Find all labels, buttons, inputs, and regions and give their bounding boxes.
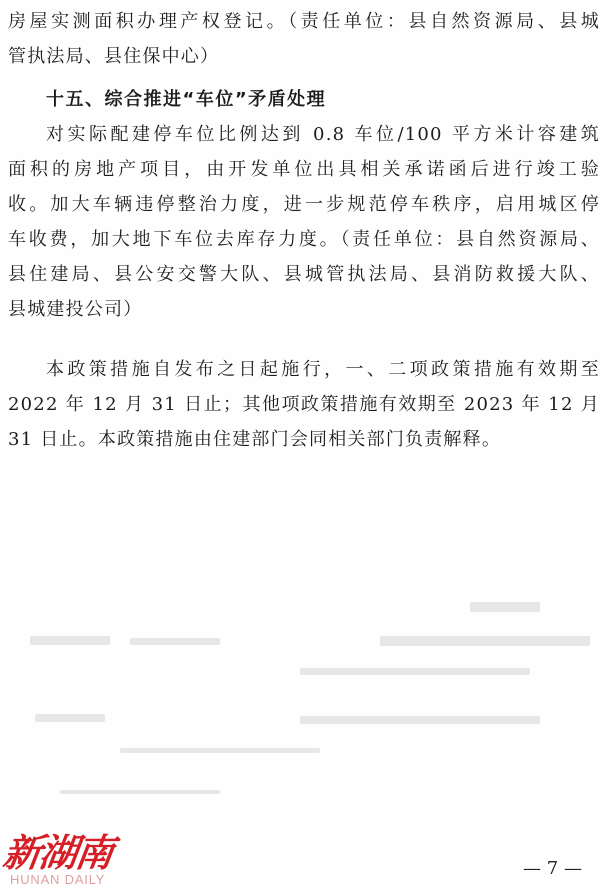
paragraph-line: 县住建局、县公安交警大队、县城管执法局、县消防救援大队、	[8, 264, 600, 285]
logo-english-text: HUNAN DAILY	[10, 872, 106, 887]
hunan-daily-logo	[0, 822, 144, 892]
section-14-continuation	[8, 4, 600, 74]
paragraph-line: 车收费，加大地下车位去库存力度。（责任单位：县自然资源局、	[8, 229, 600, 250]
paragraph-line: 31 日止。本政策措施由住建部门会同相关部门负责解释。	[8, 429, 502, 450]
paragraph-line: 本政策措施自发布之日起施行，一、二项政策措施有效期至	[46, 359, 600, 380]
paragraph-line: 县城建投公司）	[8, 299, 143, 320]
paragraph-line: 对实际配建停车位比例达到 0.8 车位/100 平方米计容建筑	[46, 124, 600, 145]
paragraph-line: 管执法局、县住保中心）	[8, 46, 220, 67]
logo-chinese-text: 新湖南	[0, 830, 115, 875]
closing-paragraph	[8, 352, 600, 457]
page-number: — 7 —	[523, 858, 582, 879]
section-heading: 十五、综合推进“车位”矛盾处理	[46, 89, 327, 110]
paragraph-line: 2022 年 12 月 31 日止；其他项政策措施有效期至 2023 年 12 月	[8, 394, 600, 415]
section-15	[8, 82, 600, 327]
paragraph-line: 房屋实测面积办理产权登记。（责任单位：县自然资源局、县城	[8, 11, 600, 32]
paragraph-line: 面积的房地产项目，由开发单位出具相关承诺函后进行竣工验	[8, 159, 600, 180]
paragraph-line: 收。加大车辆违停整治力度，进一步规范停车秩序，启用城区停	[8, 194, 600, 215]
